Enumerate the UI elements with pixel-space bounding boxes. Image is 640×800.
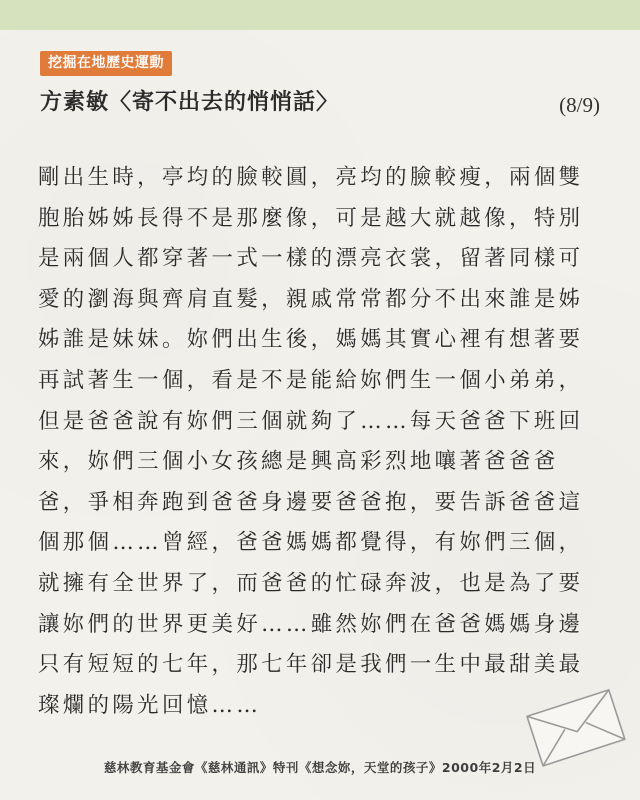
top-color-band (0, 0, 640, 30)
page-indicator: (8/9) (559, 93, 600, 117)
body-line: 再試著生一個，看是不是能給妳們生一個小弟弟， (38, 367, 584, 393)
letter-body (38, 158, 604, 726)
body-line: 是兩個人都穿著一式一樣的漂亮衣裳，留著同樣可 (38, 246, 584, 272)
body-line: 愛的瀏海與齊肩直髮，親戚常常都分不出來誰是姊 (38, 286, 584, 312)
body-line: 個那個……曾經，爸爸媽媽都覺得，有妳們三個， (38, 530, 584, 556)
page-title: 方素敏〈寄不出去的悄悄話〉 (40, 90, 340, 115)
body-line: 姊誰是妹妹。妳們出生後，媽媽其實心裡有想著要 (38, 327, 584, 353)
body-line: 爸，爭相奔跑到爸爸身邊要爸爸抱，要告訴爸爸這 (38, 489, 584, 515)
envelope-icon (520, 680, 630, 770)
body-line: 就擁有全世界了，而爸爸的忙碌奔波，也是為了要 (38, 570, 584, 596)
footer-citation: 慈林教育基金會《慈林通訊》特刊《想念妳，天堂的孩子》2000年2月2日 (103, 760, 537, 775)
body-line: 但是爸爸說有妳們三個就夠了……每天爸爸下班回 (38, 408, 584, 434)
body-line: 來，妳們三個小女孩總是興高彩烈地嚷著爸爸爸 (38, 449, 559, 475)
body-line: 讓妳們的世界更美好……雖然妳們在爸爸媽媽身邊 (38, 611, 584, 637)
category-tag: 挖掘在地歷史運動 (40, 51, 172, 76)
body-line: 胞胎姊姊長得不是那麼像，可是越大就越像，特別 (38, 205, 584, 231)
body-line: 只有短短的七年，那七年卻是我們一生中最甜美最 (38, 652, 584, 678)
body-line: 璨爛的陽光回憶…… (38, 692, 262, 718)
body-line: 剛出生時，亭均的臉較圓，亮均的臉較瘦，兩個雙 (38, 165, 584, 190)
